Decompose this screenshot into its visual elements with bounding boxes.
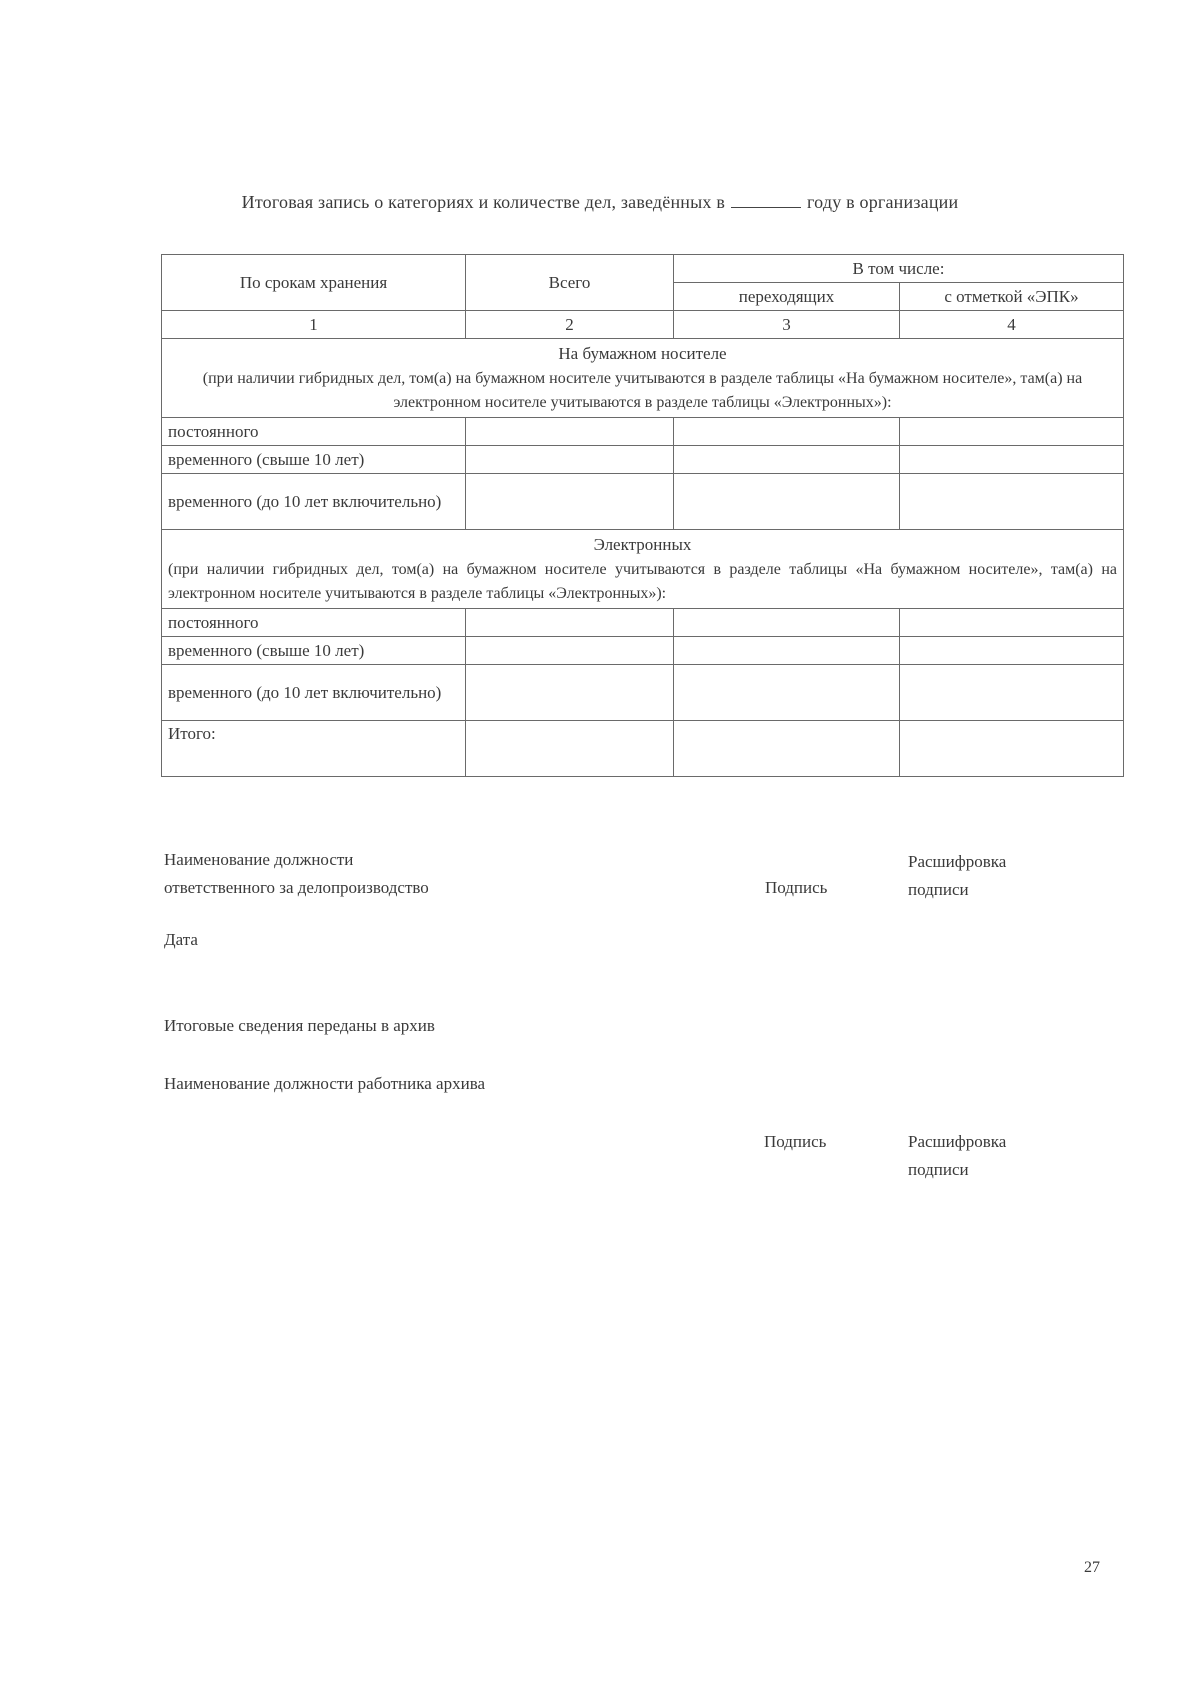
header-including: В том числе: [674, 255, 1124, 283]
paper-permanent-transferring-cell[interactable] [674, 418, 900, 446]
paper-temp-over10-total-cell[interactable] [466, 446, 674, 474]
total-transferring-cell[interactable] [674, 721, 900, 777]
electronic-temp-over10-transferring-cell[interactable] [674, 637, 900, 665]
column-number-3: 3 [674, 311, 900, 339]
paper-permanent-total-cell[interactable] [466, 418, 674, 446]
cases-summary-table [161, 254, 1124, 777]
column-number-2: 2 [466, 311, 674, 339]
section-paper-title: На бумажном носителе [558, 344, 727, 363]
section-electronic-title: Электронных [593, 535, 692, 554]
electronic-permanent-epk-cell[interactable] [900, 609, 1124, 637]
total-epk-cell[interactable] [900, 721, 1124, 777]
electronic-temp-over10-epk-cell[interactable] [900, 637, 1124, 665]
electronic-row-permanent: постоянного [162, 609, 466, 637]
electronic-temp-over10-total-cell[interactable] [466, 637, 674, 665]
paper-row-temporary-up-to-10: временного (до 10 лет включительно) [162, 474, 466, 530]
date-label: Дата [164, 930, 198, 949]
archive-position-label: Наименование должности работника архива [164, 1074, 486, 1093]
transferred-to-archive-label: Итоговые сведения переданы в архив [164, 1016, 435, 1035]
header-epk-mark: с отметкой «ЭПК» [900, 283, 1124, 311]
document-title [0, 192, 1200, 213]
section-electronic-note: (при наличии гибридных дел, том(а) на бумажном носителе учитываются в разделе таблицы «На бумажном носителе», там(а) на электронном носителе учитываются в разделе таблицы «Электронных»): [168, 561, 1117, 602]
signature-decode-2-line2: подписи [908, 1160, 969, 1179]
section-paper-note: (при наличии гибридных дел, том(а) на бумажном носителе учитываются в разделе таблицы «На бумажном носителе», там(а) на электронном носителе учитываются в разделе таблицы «Электронных»): [202, 370, 1083, 411]
column-number-4: 4 [900, 311, 1124, 339]
signature-label-2: Подпись [764, 1132, 827, 1151]
paper-temp-over10-epk-cell[interactable] [900, 446, 1124, 474]
paper-permanent-epk-cell[interactable] [900, 418, 1124, 446]
paper-row-temporary-over-10: временного (свыше 10 лет) [162, 446, 466, 474]
header-total: Всего [466, 255, 674, 311]
signature-decode-2-line1: Расшифровка [908, 1132, 1007, 1151]
responsible-position-line2: ответственного за делопроизводство [164, 878, 429, 897]
year-blank-line [731, 193, 801, 208]
signature-label-1: Подпись [765, 878, 828, 897]
paper-temp-over10-transferring-cell[interactable] [674, 446, 900, 474]
header-transferring: переходящих [674, 283, 900, 311]
electronic-row-temporary-over-10: временного (свыше 10 лет) [162, 637, 466, 665]
paper-row-permanent: постоянного [162, 418, 466, 446]
title-text-before: Итоговая запись о категориях и количестве дел, заведённых в [241, 192, 726, 212]
page-number: 27 [1084, 1559, 1100, 1576]
electronic-temp-upto10-epk-cell[interactable] [900, 665, 1124, 721]
row-total: Итого: [162, 721, 466, 777]
paper-temp-upto10-transferring-cell[interactable] [674, 474, 900, 530]
responsible-position-line1: Наименование должности [164, 850, 354, 869]
section-paper [162, 339, 1124, 418]
signature-decode-1 [908, 848, 1006, 904]
header-storage-period: По срокам хранения [162, 255, 466, 311]
electronic-permanent-total-cell[interactable] [466, 609, 674, 637]
signature-decode-1-line2: подписи [908, 880, 969, 899]
electronic-permanent-transferring-cell[interactable] [674, 609, 900, 637]
signature-decode-1-line1: Расшифровка [908, 852, 1007, 871]
paper-temp-upto10-total-cell[interactable] [466, 474, 674, 530]
section-electronic [162, 530, 1124, 609]
paper-temp-upto10-epk-cell[interactable] [900, 474, 1124, 530]
title-text-after: году в организации [807, 192, 959, 212]
total-all-cell[interactable] [466, 721, 674, 777]
electronic-temp-upto10-transferring-cell[interactable] [674, 665, 900, 721]
column-number-1: 1 [162, 311, 466, 339]
electronic-temp-upto10-total-cell[interactable] [466, 665, 674, 721]
electronic-row-temporary-up-to-10: временного (до 10 лет включительно) [162, 665, 466, 721]
signature-decode-2 [908, 1128, 1006, 1184]
responsible-position-label [164, 846, 429, 902]
